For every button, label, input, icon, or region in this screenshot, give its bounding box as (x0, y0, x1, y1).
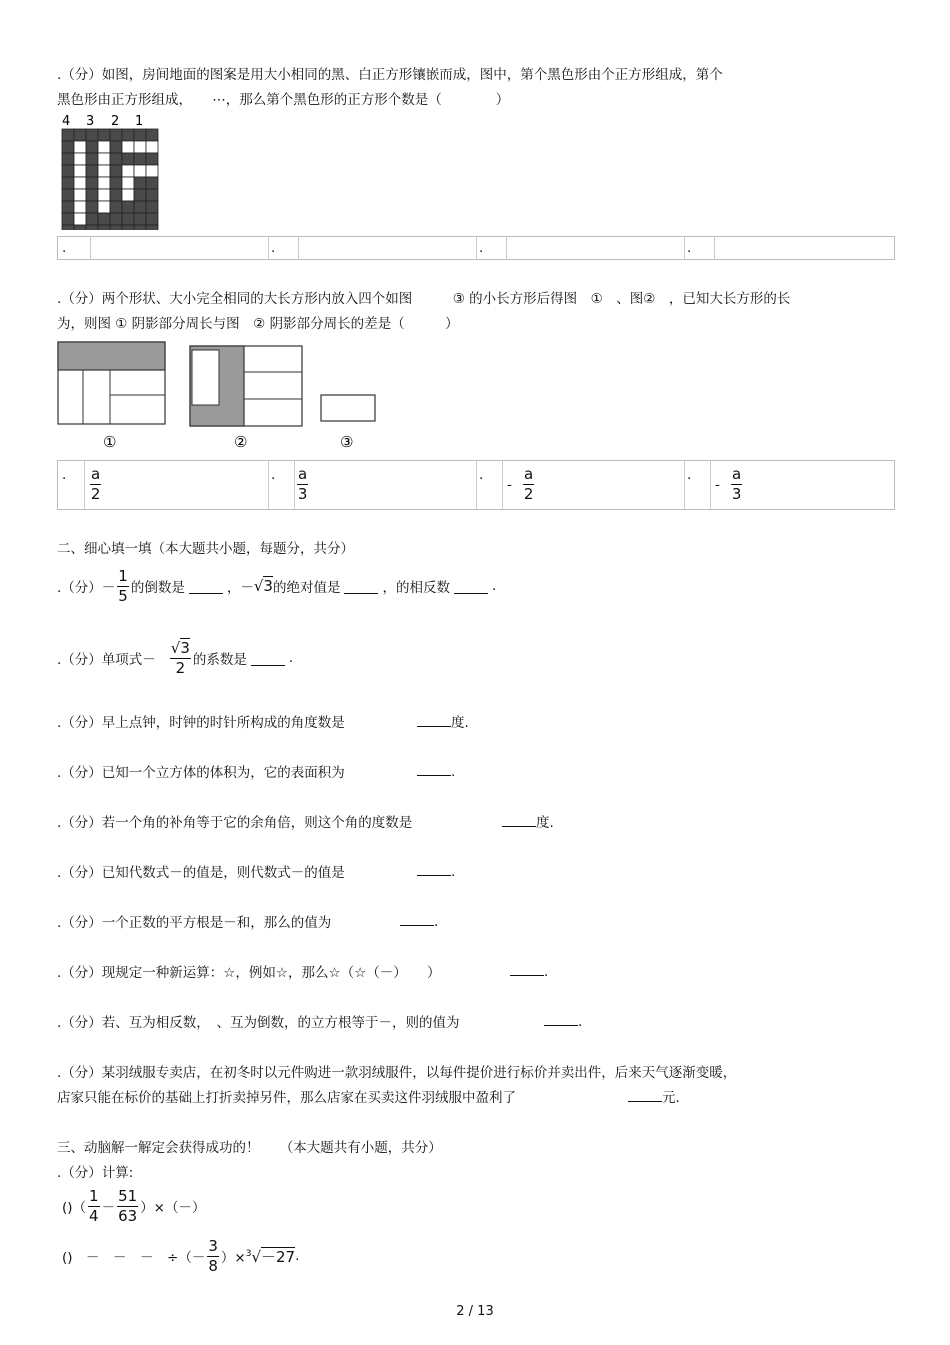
floor-tile (134, 165, 146, 177)
fig-label: 1 (135, 114, 144, 129)
floor-tile (110, 225, 122, 230)
answer-blank[interactable] (417, 861, 451, 876)
floor-tile (122, 129, 134, 141)
fill-q1: .（分）－ $\frac{1}{5}$ 的倒数是 ，－ √3 的绝对值是 ，的相反数 . (57, 566, 497, 605)
fill-q10-line2: 店家只能在标价的基础上打折卖掉另件，那么店家在买卖这件羽绒服中盈利了 (57, 1090, 516, 1106)
fig-label-3: ③ (340, 433, 354, 451)
floor-tile (62, 153, 74, 165)
floor-tile (110, 213, 122, 225)
floor-tile (74, 129, 86, 141)
floor-tile (86, 189, 98, 201)
floor-tile (122, 201, 134, 213)
fig-label: 2 (111, 114, 120, 129)
floor-tile (110, 177, 122, 189)
floor-tile (122, 141, 134, 153)
option-b[interactable]: . $\frac{a}{3}$ (268, 461, 269, 509)
q1-text-line1: .（分）如图，房间地面的图案是用大小相同的黑、白正方形镶嵌而成，图中，第个黑色形由个正方形组成，第个 (57, 67, 723, 83)
floor-tile (146, 189, 158, 201)
fill-q5: .（分）若一个角的补角等于它的余角倍，则这个角的度数是 (57, 815, 413, 831)
floor-tile (86, 225, 98, 230)
floor-tile (62, 165, 74, 177)
answer-blank[interactable] (628, 1087, 662, 1102)
answer-blank[interactable] (189, 579, 223, 594)
fig-label: 3 (86, 114, 95, 129)
fill-q6: .（分）已知代数式－的值是，则代数式－的值是 (57, 865, 345, 881)
floor-tile (74, 141, 86, 153)
floor-tile (146, 177, 158, 189)
floor-tile (134, 225, 146, 230)
fig-label-2: ② (234, 433, 248, 451)
floor-tile (98, 177, 110, 189)
answer-blank[interactable] (417, 761, 451, 776)
floor-tile (110, 129, 122, 141)
floor-tile (122, 165, 134, 177)
floor-tile (146, 153, 158, 165)
floor-tile (62, 141, 74, 153)
fill-q7: .（分）一个正数的平方根是－和，那么的值为 (57, 915, 332, 931)
floor-tile (98, 201, 110, 213)
floor-tile (122, 189, 134, 201)
floor-tile (146, 141, 158, 153)
floor-tile (74, 201, 86, 213)
floor-tile (134, 129, 146, 141)
q2-options-row: . $\frac{a}{2}$ . $\frac{a}{3}$ . - $\frac{a}{2}$ . - $\frac{a}{3}$ (57, 460, 895, 510)
floor-tile (134, 201, 146, 213)
answer-blank[interactable] (400, 911, 434, 926)
floor-tile (74, 177, 86, 189)
floor-tile (134, 141, 146, 153)
floor-tile (62, 201, 74, 213)
answer-blank[interactable] (344, 579, 378, 594)
floor-tile (74, 189, 86, 201)
fill-q4: .（分）已知一个立方体的体积为，它的表面积为 (57, 765, 345, 781)
floor-tile (122, 153, 134, 165)
fill-q10-line1: .（分）某羽绒服专卖店，在初冬时以元件购进一款羽绒服件，以每件提价进行标价并卖出件，后来天气逐渐变暖， (57, 1065, 737, 1081)
floor-tile (146, 129, 158, 141)
rectangles-diagram (56, 340, 386, 455)
calc-intro: .（分）计算: (57, 1165, 134, 1181)
fig-label: 4 (62, 114, 71, 129)
floor-tile (98, 213, 110, 225)
floor-tile (134, 189, 146, 201)
floor-tile (86, 213, 98, 225)
floor-tile (74, 225, 86, 230)
fill-q3: .（分）早上点钟，时钟的时针所构成的角度数是 (57, 715, 345, 731)
floor-tile (122, 177, 134, 189)
floor-tile (134, 153, 146, 165)
calc-part-1: ()（ $\frac{1}{4}$ － $\frac{51}{63}$ ）×（－） (62, 1186, 206, 1225)
fill-q9: .（分）若、互为相反数， 、互为倒数，的立方根等于－，则的值为 (57, 1015, 460, 1031)
floor-tile (74, 165, 86, 177)
floor-tile (98, 189, 110, 201)
floor-tile (110, 141, 122, 153)
floor-tile (98, 165, 110, 177)
floor-tile (86, 141, 98, 153)
floor-tile (110, 189, 122, 201)
q2-text-line1: .（分）两个形状、大小完全相同的大长方形内放入四个如图 ③ 的小长方形后得图 ① 、图② ，已知大长方形的长 (57, 291, 791, 307)
q1-options-row (57, 236, 895, 260)
option-b[interactable]: . (268, 237, 269, 259)
fill-q8: .（分）现规定一种新运算：☆，例如☆，那么☆（☆（－） ） (57, 965, 441, 981)
floor-tile (86, 129, 98, 141)
floor-tile (110, 153, 122, 165)
page-number: 2 / 13 (456, 1304, 494, 1319)
floor-tile (62, 129, 74, 141)
floor-tile (86, 177, 98, 189)
floor-tile (110, 165, 122, 177)
fill-q2: .（分）单项式－ $\frac{√3}{2}$ 的系数是 . (57, 638, 294, 677)
floor-tile (110, 201, 122, 213)
option-c[interactable]: . (476, 237, 477, 259)
floor-pattern-diagram (60, 112, 160, 230)
answer-blank[interactable] (417, 712, 451, 727)
floor-tile (98, 141, 110, 153)
answer-blank[interactable] (454, 579, 488, 594)
section-2-title: 二、细心填一填（本大题共小题，每题分，共分） (57, 541, 354, 557)
floor-tile (86, 201, 98, 213)
floor-tile (62, 177, 74, 189)
answer-blank[interactable] (502, 812, 536, 827)
answer-blank[interactable] (251, 651, 285, 666)
floor-tile (74, 153, 86, 165)
floor-tile (134, 177, 146, 189)
option-d[interactable]: . - $\frac{a}{3}$ (684, 461, 685, 509)
floor-tile (86, 165, 98, 177)
fig-label-1: ① (103, 433, 117, 451)
floor-tile (146, 201, 158, 213)
section-3-title: 三、动脑解一解定会获得成功的！ （本大题共有小题，共分） (57, 1140, 442, 1156)
calc-part-2: () － － － ÷（－ $\frac{3}{8}$ ）× $^3$√－27 . (62, 1236, 300, 1275)
floor-tile (74, 213, 86, 225)
q2-text-line2: 为，则图 ① 阴影部分周长与图 ② 阴影部分周长的差是（ ） (57, 316, 459, 332)
floor-tile (62, 189, 74, 201)
option-a[interactable]: . (62, 240, 67, 256)
q2-figure (56, 340, 386, 455)
q1-text-line2: 黑色形由正方形组成， ⋯，那么第个黑色形的正方形个数是（ ） (57, 92, 510, 108)
option-c[interactable]: . - $\frac{a}{2}$ (476, 461, 477, 509)
floor-tile (146, 225, 158, 230)
floor-tile (134, 213, 146, 225)
floor-tile (122, 213, 134, 225)
floor-tile (98, 225, 110, 230)
option-d[interactable]: . (684, 237, 685, 259)
floor-tile (86, 153, 98, 165)
floor-tile (98, 153, 110, 165)
answer-blank[interactable] (544, 1011, 578, 1026)
floor-tile (122, 225, 134, 230)
floor-tile (146, 165, 158, 177)
floor-tile (98, 129, 110, 141)
answer-blank[interactable] (510, 961, 544, 976)
floor-tile (146, 213, 158, 225)
floor-tile (62, 213, 74, 225)
q1-figure (60, 112, 160, 230)
floor-tile (62, 225, 74, 230)
